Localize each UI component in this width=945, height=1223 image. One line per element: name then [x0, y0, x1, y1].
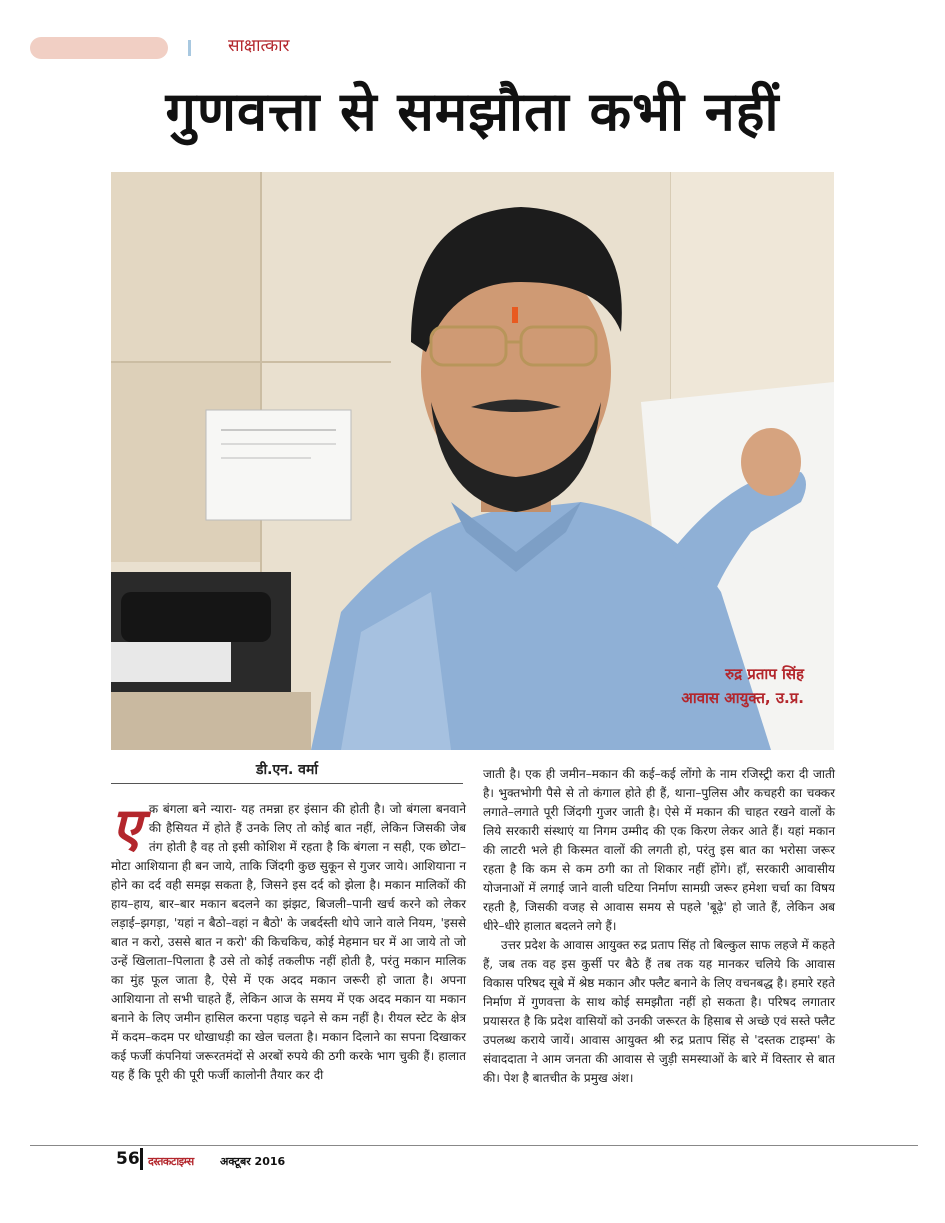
caption-title: आवास आयुक्त, उ.प्र. [681, 689, 804, 707]
caption-name: रुद्र प्रताप सिंह [725, 665, 804, 683]
article-paragraph: क बंगला बने न्यारा- यह तमन्ना हर इंसान की होती है। जो बंगला बनवाने की हैसियत में होते हैं उनके लिए तो कोई बात नहीं, लेकिन जिसकी जेब तंग होती है वह तो इसी कोशिश में रहता है कि बंगला न सही, एक छोटा–मोटा आशियाना ही बन जाये, ताकि जिंदगी कुछ सुकून से गुजर जाये। आशियाना न होने का दर्द वही समझ सकता है, जिसने इस दर्द को झेला है। मकान मालिकों की हाय–हाय, बार–बार मकान बदलने का झंझट, बिजली–पानी खर्च करने को लेकर लड़ाई–झगड़ा, 'यहां न बैठो–वहां न बैठो' के जबर्दस्ती थोपे जाने वाले नियम, 'इससे बात न करो, उससे बात न करो' की किचकिच, कोई मेहमान घर में आ जाये तो जो उन्हें खिलाता–पिलाता है उसे तो कोई तकलीफ नहीं होती है, परंतु मकान मालिक का मुंह फूल जाता है, ऐसे में एक अदद मकान जरूरी हो जाता है। अपना आशियाना तो सभी चाहते हैं, लेकिन आज के समय में एक अदद मकान या मकान बनाने के लिए जमीन हासिल करना पहाड़ चढ़ने से कम नहीं है। रीयल स्टेट के क्षेत्र में कदम–कदम पर धोखाधड़ी का खेल चलता है। मकान दिलाने का सपना दिखाकर कई फर्जी कंपनियां जरूरतमंदों से अरबों रुपये की ठगी करके भाग चुकी हैं। हालात यह हैं कि पूरी की पूरी फर्जी कालोनी तैयार कर दी [111, 802, 466, 1082]
article-column-left [111, 796, 466, 1085]
author-byline: डी.एन. वर्मा [111, 760, 463, 784]
article-column-right [483, 765, 835, 1088]
section-separator [188, 40, 191, 56]
article-paragraph: जाती है। एक ही जमीन–मकान की कई–कई लोंगो के नाम रजिस्ट्री करा दी जाती है। भुक्तभोगी पैसे से तो कंगाल होते ही हैं, थाना–पुलिस और कचहरी का चक्कर लगाते–लगाते पूरी जिंदगी गुजर जाती है। ऐसे में मकान की चाहत रखने वालों के लिये सरकारी संस्थाएं या निगम उम्मीद की एक किरण लेकर आते हैं। यहां मकान की लाटरी भले ही किस्मत वालों की लगती हो, परंतु इस बात का भरोसा जरूर रहता है कि कम से कम ठगी का तो शिकार नहीं होंगे। हाँ, सरकारी आवासीय योजनाओं में लगाई जाने वाली घटिया निर्माण सामग्री जरूर हमेशा चर्चा का विषय रहती है, जिसकी वजह से आवास समय से पहले 'बूढ़े' हो जाते हैं, लेकिन अब धीरे–धीरे हालात बदलने लगे हैं। [483, 767, 835, 933]
footer-divider [140, 1148, 143, 1170]
article-headline: गुणवत्ता से समझौता कभी नहीं [165, 80, 780, 143]
page-number: 56 [116, 1149, 140, 1169]
footer-rule [30, 1145, 918, 1146]
section-label: साक्षात्कार [228, 36, 290, 56]
section-pill-decoration [30, 37, 168, 59]
drop-cap: ए [111, 796, 141, 859]
masthead-logo: दस्तकटाइम्स [148, 1155, 194, 1168]
interview-photo [111, 172, 834, 750]
photo-caption [681, 662, 804, 710]
article-paragraph: उत्तर प्रदेश के आवास आयुक्त रुद्र प्रताप सिंह तो बिल्कुल साफ लहजे में कहते हैं, जब तक वह इस कुर्सी पर बैठे हैं तब तक यह मानकर चलिये कि आवास विकास परिषद सूबे में श्रेष्ठ मकान और फ्लैट बनाने के लिए वचनबद्ध है। हमारे रहते निर्माण में गुणवत्ता के साथ कोई समझौता नहीं हो सकता है। परिषद लगातार प्रयासरत है कि प्रदेश वासियों को उनकी जरूरत के हिसाब से अच्छे एवं सस्ते फ्लैट उपलब्ध कराये जायें। आवास आयुक्त श्री रुद्र प्रताप सिंह से 'दस्तक टाइम्स' के संवाददाता ने आम जनता की आवास से जुड़ी समस्याओं के बारे में विस्तार से बात की। पेश है बातचीत के प्रमुख अंश। [483, 938, 835, 1085]
issue-date: अक्टूबर 2016 [220, 1155, 286, 1168]
